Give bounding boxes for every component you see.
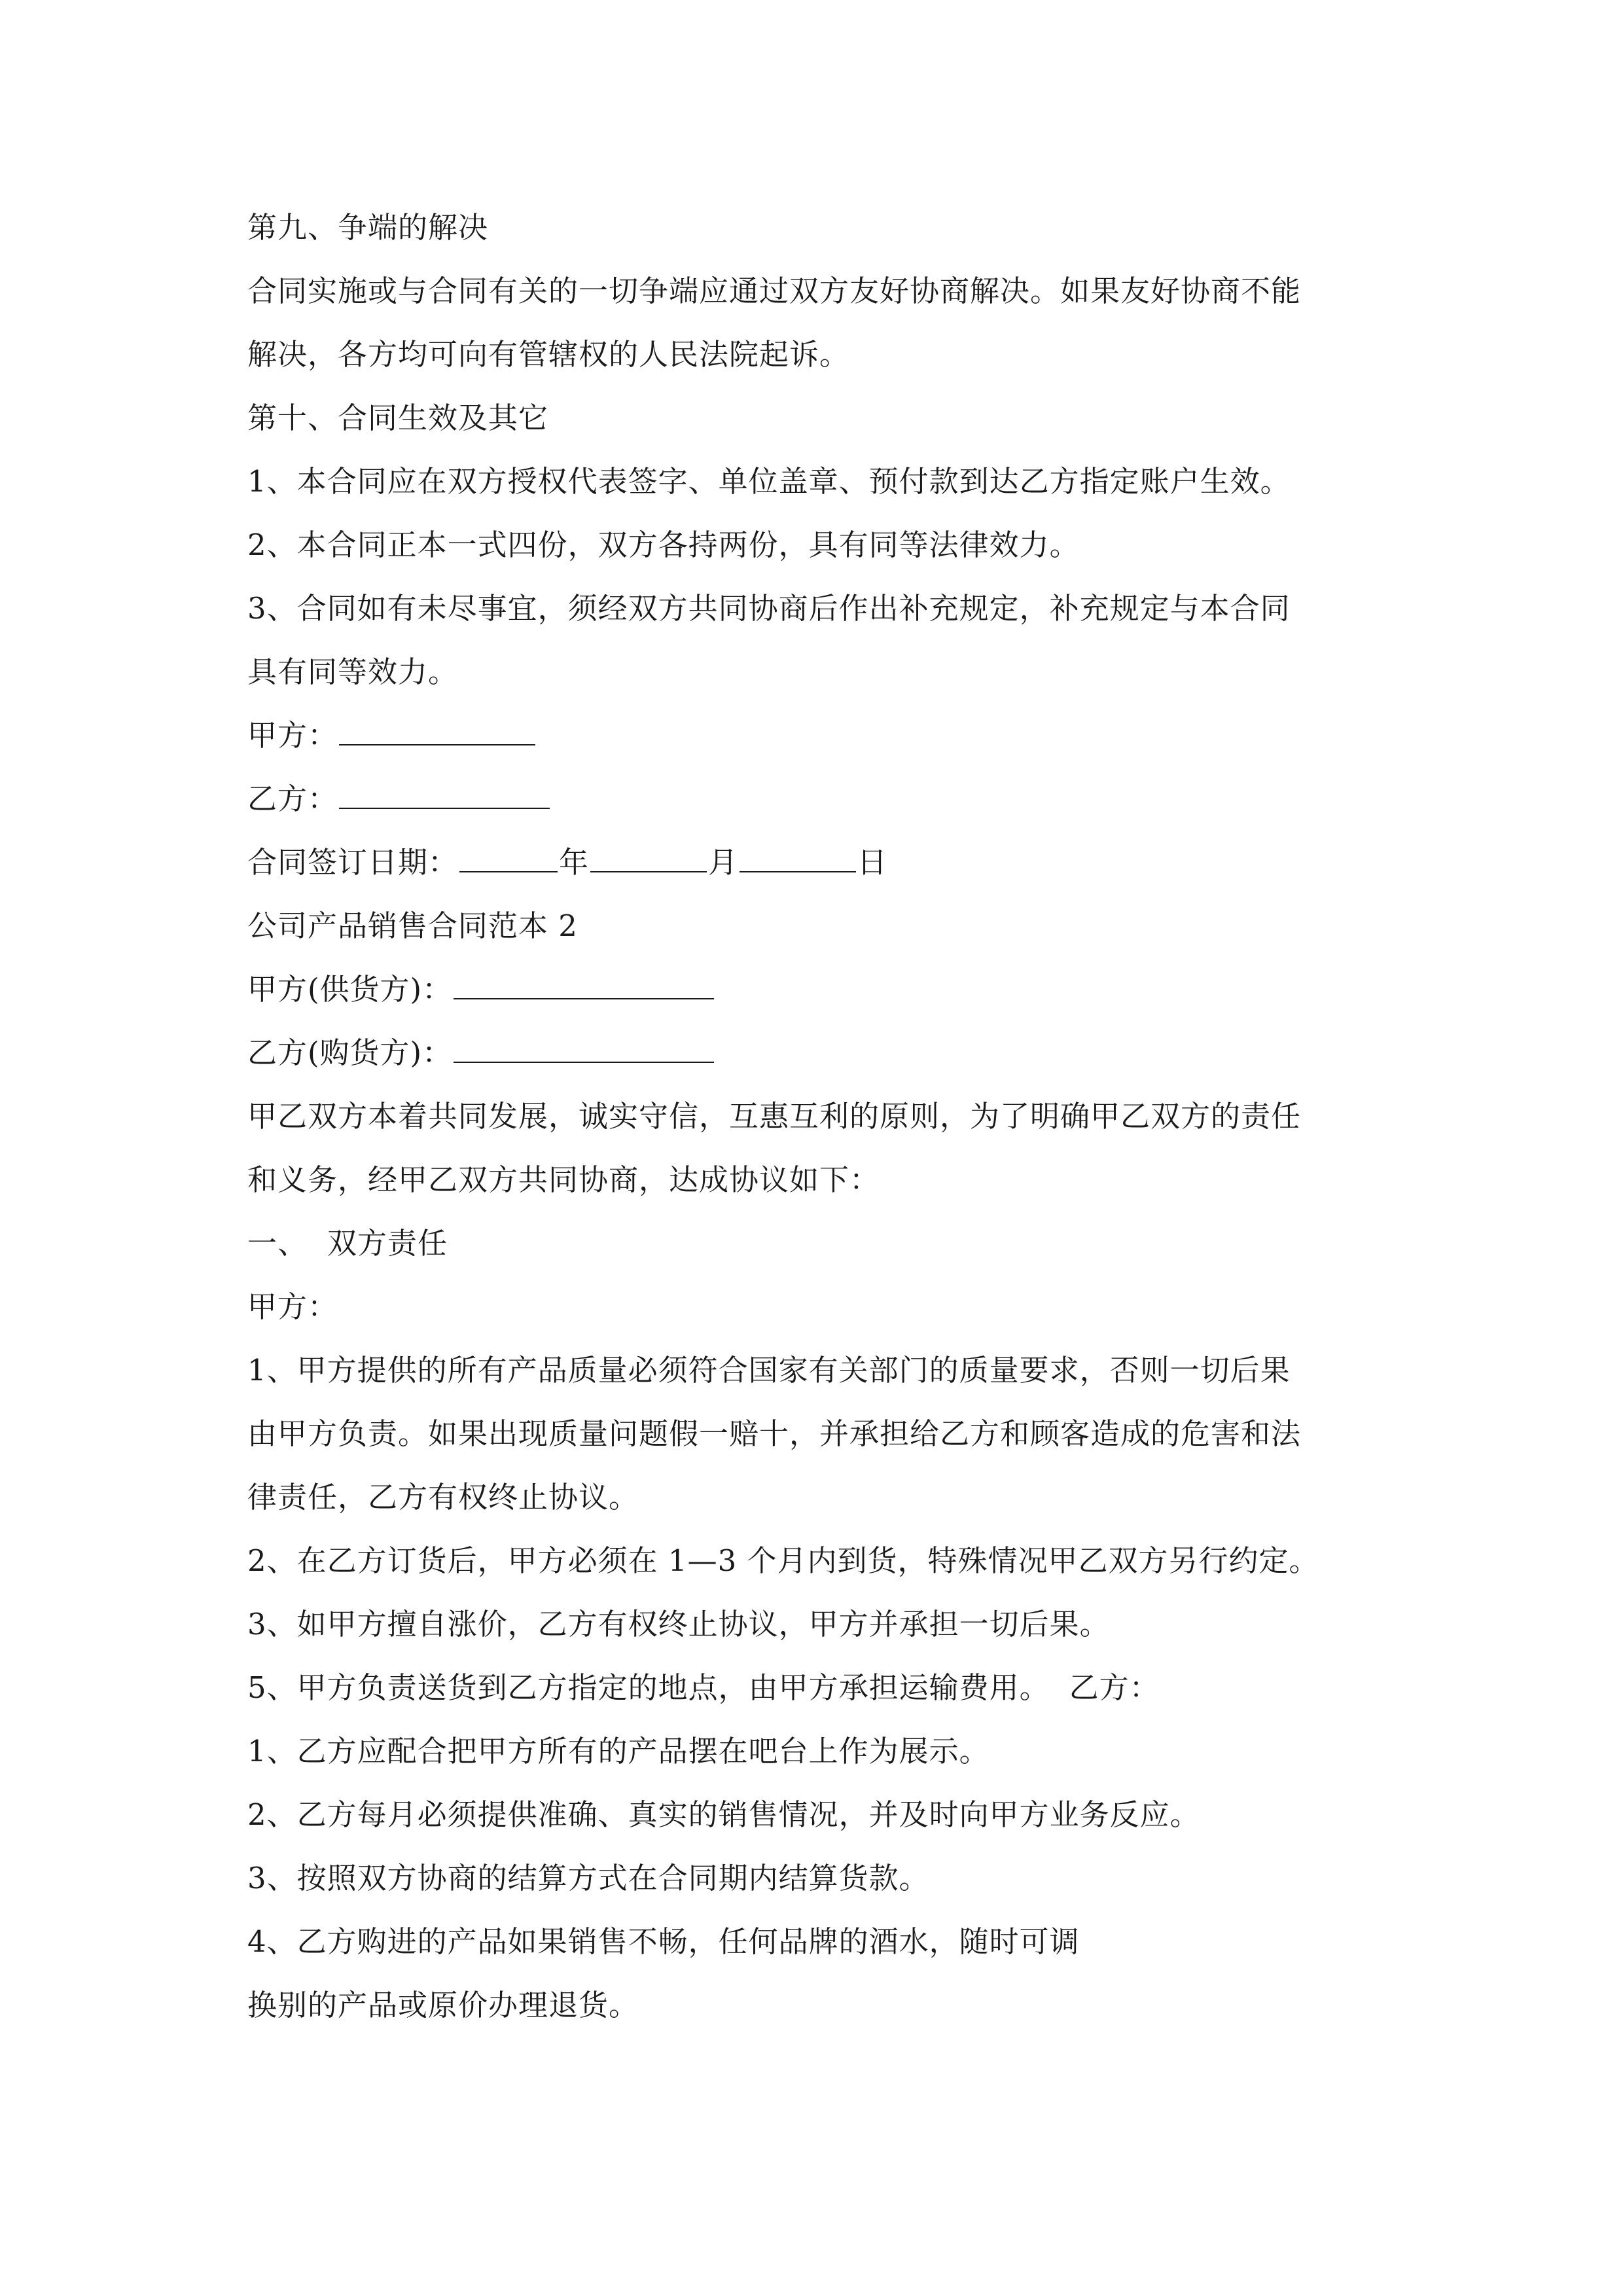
paragraph-line: 3、合同如有未尽事宜，须经双方共同协商后作出补充规定，补充规定与本合同 [247, 591, 1291, 626]
paragraph-line: 甲乙双方本着共同发展，诚实守信，互惠互利的原则，为了明确甲乙双方的责任 [247, 1099, 1302, 1134]
section-heading-10: 第十、合同生效及其它 [247, 401, 549, 435]
buyer-line [247, 1024, 715, 1083]
list-item: 1、乙方应配合把甲方所有的产品摆在吧台上作为展示。 [247, 1734, 990, 1768]
year-label: 年 [559, 845, 590, 880]
paragraph-line: 和义务，经甲乙双方共同协商，达成协议如下： [247, 1162, 880, 1197]
supplier-blank[interactable] [454, 963, 714, 999]
section-1-heading [247, 1214, 448, 1273]
list-item [247, 1659, 1160, 1717]
party-b-signature-line [247, 770, 551, 829]
contract-2-title: 公司产品销售合同范本 2 [247, 908, 578, 943]
list-item: 2、乙方每月必须提供准确、真实的销售情况，并及时向甲方业务反应。 [247, 1797, 1200, 1832]
list-item: 由甲方负责。如果出现质量问题假一赔十，并承担给乙方和顾客造成的危害和法 [247, 1416, 1302, 1451]
sign-date-line [247, 833, 887, 892]
party-a-signature-line [247, 706, 537, 765]
day-blank[interactable] [740, 836, 856, 872]
list-item: 1、甲方提供的所有产品质量必须符合国家有关部门的质量要求，否则一切后果 [247, 1353, 1291, 1388]
party-b-blank[interactable] [339, 772, 550, 809]
list-item: 4、乙方购进的产品如果销售不畅，任何品牌的酒水，随时可调 [247, 1924, 1080, 1959]
year-blank[interactable] [459, 836, 558, 872]
party-b-label: 乙方： [247, 781, 338, 816]
sign-date-label: 合同签订日期： [247, 845, 459, 880]
month-label: 月 [708, 845, 739, 880]
list-item: 律责任，乙方有权终止协议。 [247, 1480, 639, 1515]
section-1-number: 一、 [247, 1226, 308, 1261]
party-b-heading: 乙方： [1069, 1670, 1160, 1705]
party-a-heading: 甲方： [247, 1289, 338, 1324]
party-a-blank[interactable] [339, 709, 535, 745]
buyer-label: 乙方(购货方)： [247, 1035, 453, 1070]
list-item: 换别的产品或原价办理退货。 [247, 1988, 639, 2022]
party-a-label: 甲方： [247, 718, 338, 753]
list-item: 3、如甲方擅自涨价，乙方有权终止协议，甲方并承担一切后果。 [247, 1607, 1110, 1641]
paragraph-line: 解决，各方均可向有管辖权的人民法院起诉。 [247, 337, 850, 372]
list-item: 2、在乙方订货后，甲方必须在 1—3 个月内到货，特殊情况甲乙双方另行约定。 [247, 1543, 1319, 1578]
section-heading-9: 第九、争端的解决 [247, 210, 489, 245]
item-5-text: 5、甲方负责送货到乙方指定的地点，由甲方承担运输费用。 [247, 1670, 1050, 1705]
paragraph-line: 1、本合同应在双方授权代表签字、单位盖章、预付款到达乙方指定账户生效。 [247, 464, 1291, 499]
paragraph-line: 合同实施或与合同有关的一切争端应通过双方友好协商解决。如果友好协商不能 [247, 274, 1302, 308]
buyer-blank[interactable] [454, 1026, 714, 1063]
paragraph-line: 具有同等效力。 [247, 655, 459, 689]
supplier-label: 甲方(供货方)： [247, 972, 453, 1007]
section-1-title: 双方责任 [327, 1226, 448, 1261]
supplier-line [247, 960, 715, 1019]
paragraph-line: 2、本合同正本一式四份，双方各持两份，具有同等法律效力。 [247, 528, 1080, 562]
list-item: 3、按照双方协商的结算方式在合同期内结算货款。 [247, 1861, 929, 1895]
month-blank[interactable] [590, 836, 707, 872]
day-label: 日 [857, 845, 888, 880]
